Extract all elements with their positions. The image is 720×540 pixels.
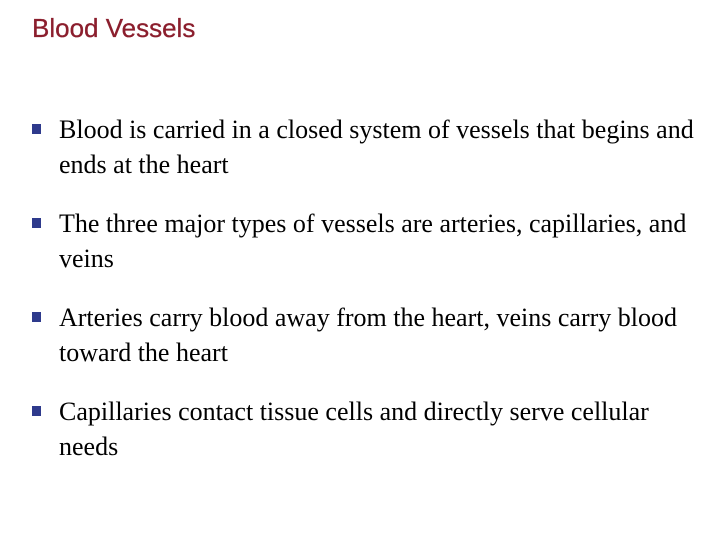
bullet-item — [32, 394, 702, 464]
square-bullet-icon — [32, 312, 41, 322]
bullet-text: The three major types of vessels are arteries, capillaries, and veins — [59, 209, 687, 273]
square-bullet-icon — [32, 406, 41, 416]
bullet-text: Capillaries contact tissue cells and directly serve cellular needs — [59, 397, 649, 461]
slide-title: Blood Vessels — [32, 13, 196, 43]
bullet-text: Blood is carried in a closed system of vessels that begins and ends at the heart — [59, 115, 694, 179]
square-bullet-icon — [32, 124, 41, 134]
bullet-item — [32, 206, 702, 276]
bullet-text: Arteries carry blood away from the heart, veins carry blood toward the heart — [59, 303, 677, 367]
square-bullet-icon — [32, 218, 41, 228]
bullet-item — [32, 300, 702, 370]
bullet-list — [32, 112, 702, 488]
bullet-item — [32, 112, 702, 182]
